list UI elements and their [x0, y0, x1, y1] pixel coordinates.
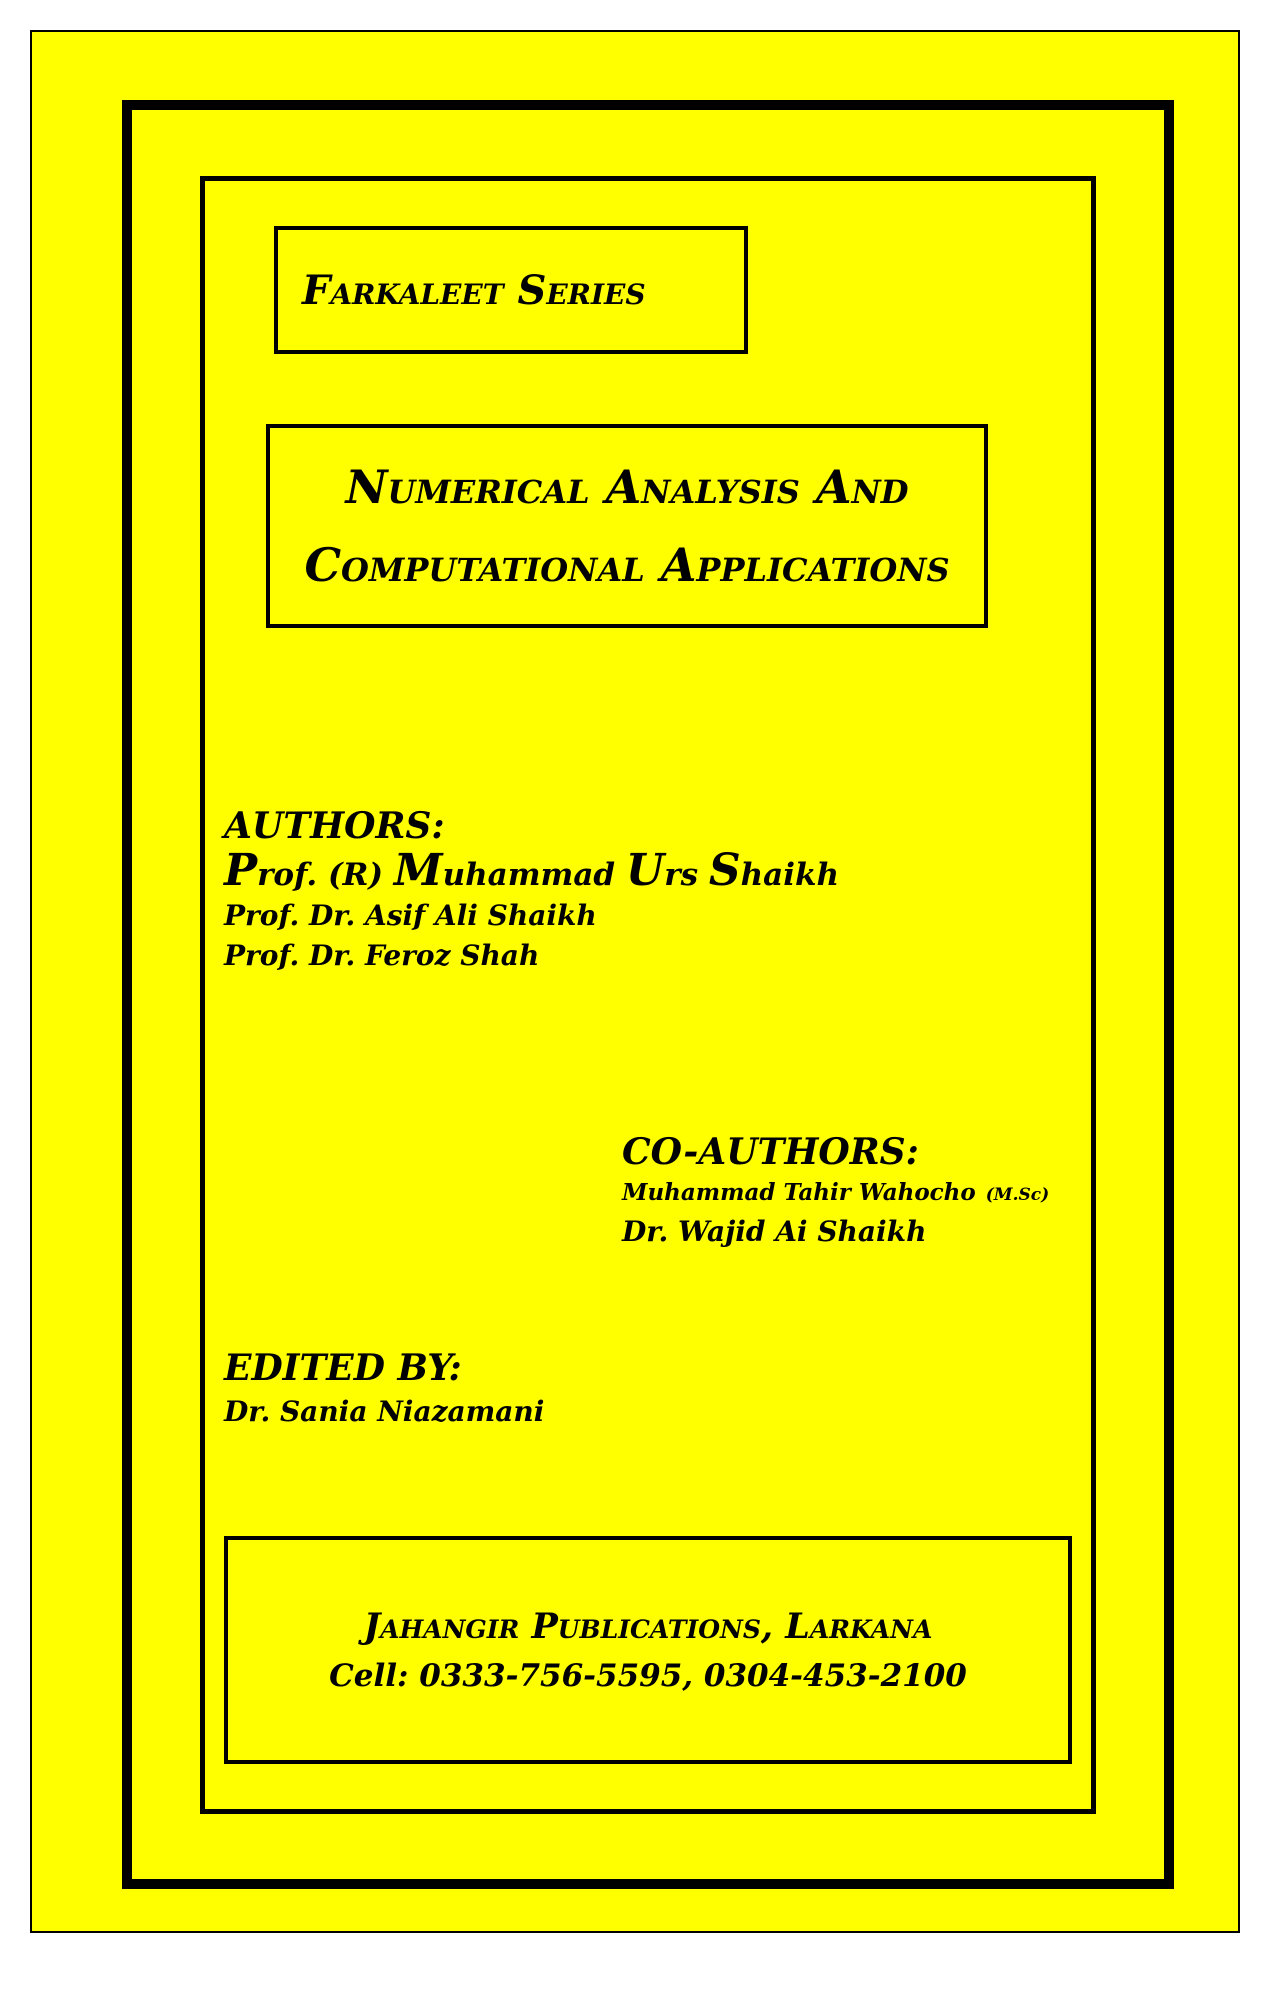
coauthors-heading: CO-AUTHORS:: [622, 1131, 919, 1173]
author-name-2: Prof. Dr. Asif Ali Shaikh: [224, 899, 597, 932]
publisher-name: Jahangir Publications, Larkana: [363, 1606, 933, 1647]
publisher-contact: Cell: 0333-756-5595, 0304-453-2100: [329, 1658, 967, 1694]
editors-section: [224, 1344, 544, 1432]
series-box: [274, 226, 748, 354]
coauthors-section: [622, 1128, 1049, 1252]
series-label: Farkaleet Series: [302, 266, 646, 314]
coauthor-name-1: Muhammad Tahir Wahocho (M.Sc): [622, 1179, 1050, 1206]
coauthor-name-2: Dr. Wajid Ai Shaikh: [622, 1215, 927, 1248]
book-title-line-2: Computational Applications: [304, 538, 950, 592]
authors-heading: AUTHORS:: [224, 805, 445, 847]
author-name-1: Prof. (R) Muhammad Urs Shaikh: [224, 845, 840, 896]
editors-heading: EDITED BY:: [224, 1347, 462, 1389]
title-box: [266, 424, 988, 628]
authors-section: [224, 802, 839, 976]
author-name-3: Prof. Dr. Feroz Shah: [224, 939, 540, 972]
editor-name: Dr. Sania Niazamani: [224, 1395, 545, 1428]
book-title-line-1: Numerical Analysis And: [345, 460, 909, 514]
publisher-box: [224, 1536, 1072, 1764]
